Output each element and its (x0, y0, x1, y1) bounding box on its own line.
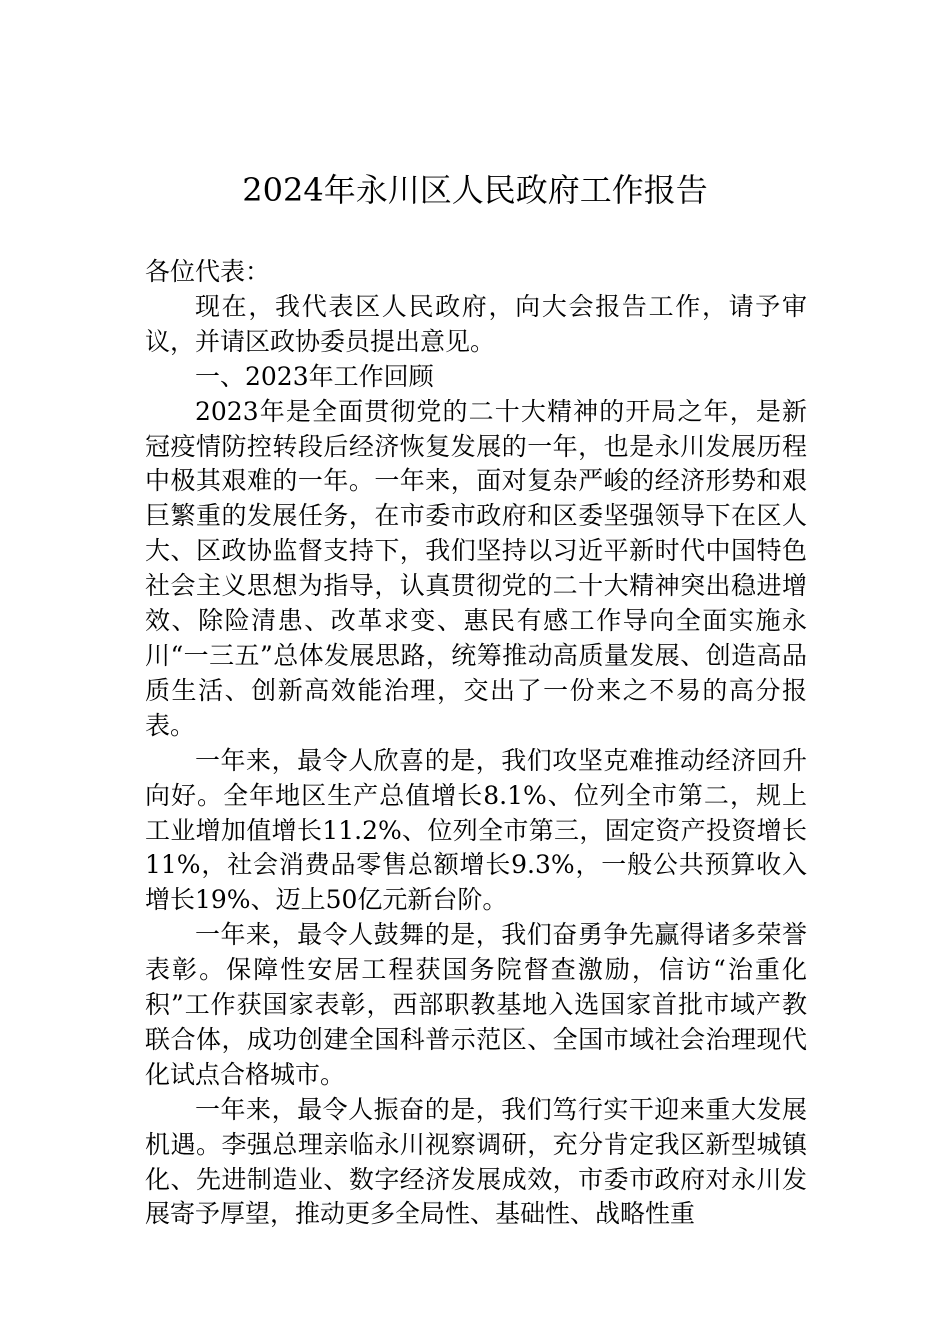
paragraph-honors: 一年来，最令人鼓舞的是，我们奋勇争先赢得诸多荣誉表彰。保障性安居工程获国务院督查激励，信访“治重化积”工作获国家表彰，西部职教基地入选国家首批市域产教联合体，成功创建全国科普示范区、全国市域社会治理现代化试点合格城市。 (145, 920, 807, 1089)
salutation: 各位代表： (145, 257, 271, 286)
paragraph-intro: 现在，我代表区人民政府，向大会报告工作，请予审议，并请区政协委员提出意见。 (145, 291, 807, 356)
document-title: 2024年永川区人民政府工作报告 (242, 171, 708, 209)
section-heading: 一、2023年工作回顾 (195, 361, 434, 391)
paragraph-opportunities: 一年来，最令人振奋的是，我们笃行实干迎来重大发展机遇。李强总理亲临永川视察调研，充分肯定我区新型城镇化、先进制造业、数字经济发展成效，市委市政府对永川发展寄予厚望，推动更多全局性、基础性、战略性重 (145, 1094, 807, 1229)
paragraph-overview: 2023年是全面贯彻党的二十大精神的开局之年，是新冠疫情防控转段后经济恢复发展的一年，也是永川发展历程中极其艰难的一年。一年来，面对复杂严峻的经济形势和艰巨繁重的发展任务，在市委市政府和区委坚强领导下在区人大、区政协监督支持下，我们坚持以习近平新时代中国特色社会主义思想为指导，认真贯彻党的二十大精神突出稳进增效、除险清患、改革求变、惠民有感工作导向全面实施永川“一三五”总体发展思路，统筹推动高质量发展、创造高品质生活、创新高效能治理，交出了一份来之不易的高分报表。 (145, 396, 807, 740)
paragraph-economy: 一年来，最令人欣喜的是，我们攻坚克难推动经济回升向好。全年地区生产总值增长8.1%、位列全市第二，规上工业增加值增长11.2%、位列全市第三，固定资产投资增长11%，社会消费品零售总额增长9.3%，一般公共预算收入增长19%、迈上50亿元新台阶。 (145, 745, 807, 915)
document-body (145, 255, 807, 1232)
